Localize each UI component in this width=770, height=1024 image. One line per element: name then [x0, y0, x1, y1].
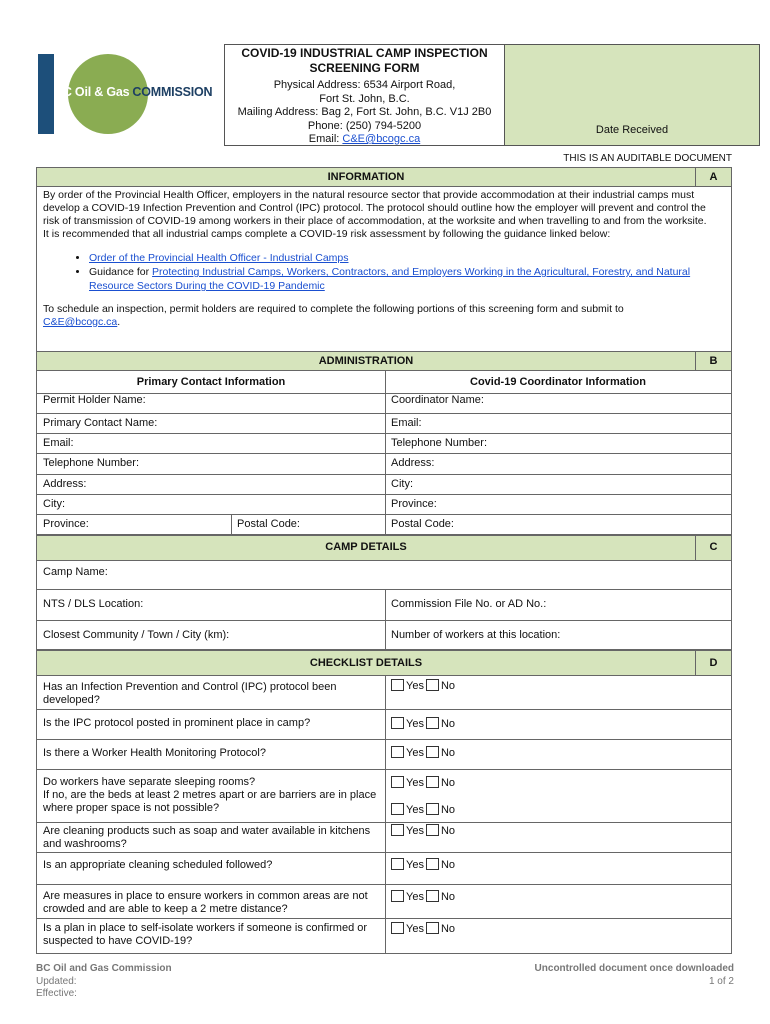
primary-email-field[interactable]: Email:	[43, 437, 74, 449]
section-c-header	[36, 535, 732, 561]
primary-address-field[interactable]: Address:	[43, 478, 87, 490]
coordinator-city-field[interactable]: City:	[391, 478, 413, 490]
camp-details-box	[36, 561, 732, 650]
yes-label: Yes	[406, 718, 424, 730]
information-box	[36, 187, 732, 353]
coordinator-email-field[interactable]: Email:	[391, 417, 422, 429]
yes-checkbox[interactable]	[391, 776, 404, 788]
yes-label: Yes	[406, 747, 424, 759]
administration-box	[36, 371, 732, 535]
form-title-line1: COVID-19 INDUSTRIAL CAMP INSPECTION	[241, 46, 488, 60]
guidance-link[interactable]: Protecting Industrial Camps, Workers, Contractors, and Employers Working in the Agricultural, Forestry, and Natural Resource Sectors During the COVID-19 Pandemic	[89, 266, 691, 292]
yes-label: Yes	[406, 804, 424, 816]
admin-row-5	[37, 474, 731, 494]
form-title-line2: SCREENING FORM	[309, 61, 420, 75]
permit-holder-field[interactable]: Permit Holder Name:	[43, 394, 146, 406]
admin-row-2	[37, 413, 731, 433]
checklist-row-2	[37, 709, 731, 739]
checklist-box	[36, 676, 732, 954]
footer-updated: Updated:	[36, 975, 77, 987]
no-label: No	[440, 777, 456, 789]
coordinator-header: Covid-19 Coordinator Information	[470, 376, 646, 388]
q-bed-spacing-text: If no, are the beds at least 2 metres apart or are barriers are in place where proper space is not possible?	[43, 789, 377, 814]
yes-label: Yes	[406, 923, 424, 935]
admin-column-headers	[37, 371, 731, 393]
section-b-header	[36, 351, 732, 371]
email-label: Email:	[308, 133, 343, 145]
info-paragraph-3-end: .	[117, 316, 121, 328]
primary-contact-header: Primary Contact Information	[136, 376, 286, 388]
footer-org: BC Oil and Gas Commission	[36, 963, 172, 974]
yes-no-group	[391, 890, 455, 903]
admin-row-3	[37, 433, 731, 453]
yes-no-group	[391, 776, 455, 789]
commission-file-field[interactable]: Commission File No. or AD No.:	[391, 598, 547, 610]
closest-community-field[interactable]: Closest Community / Town / City (km):	[43, 629, 230, 641]
form-header	[224, 44, 760, 146]
no-label: No	[440, 718, 456, 730]
no-checkbox[interactable]	[426, 922, 439, 934]
q-self-isolate: Is a plan in place to self-isolate workers if someone is confirmed or suspected to have COVID-19?	[43, 922, 368, 947]
no-checkbox[interactable]	[426, 824, 439, 836]
admin-row-4	[37, 453, 731, 474]
guidance-item-2	[89, 265, 725, 293]
checklist-row-8	[37, 918, 731, 954]
camp-row-1	[37, 561, 731, 589]
info-paragraph-1: By order of the Provincial Health Officer, employers in the natural resource sector that provide accommodation at their industrial camps must develop a COVID-19 Infection Prevention and Control (IPC) protocol. The protocol should outline how the employer will prevent and control the risk of transmission of COVID-19 among workers in their place of accommodation, at the worksite and when travelling to and from the worksite.	[43, 189, 707, 227]
yes-label: Yes	[406, 859, 424, 871]
section-a-title: INFORMATION	[327, 171, 405, 183]
q-cleaning-schedule: Is an appropriate cleaning scheduled followed?	[43, 859, 273, 871]
phone: Phone: (250) 794-5200	[307, 119, 422, 132]
logo-text-part2: COMMISSION	[132, 85, 213, 99]
checklist-row-5	[37, 822, 731, 852]
yes-checkbox[interactable]	[391, 717, 404, 729]
primary-province-field[interactable]: Province:	[43, 518, 89, 530]
q-common-areas: Are measures in place to ensure workers in common areas are not crowded and are able to keep a 2 metre distance?	[43, 890, 368, 915]
yes-no-group	[391, 922, 455, 935]
footer-right	[535, 963, 734, 988]
admin-row-7	[37, 514, 731, 535]
section-c-title: CAMP DETAILS	[325, 541, 407, 553]
logo-bar	[38, 54, 54, 134]
camp-row-2	[37, 589, 731, 620]
auditable-notice: THIS IS AN AUDITABLE DOCUMENT	[563, 153, 732, 164]
email-line	[225, 133, 504, 147]
admin-divider	[385, 371, 386, 393]
section-d-letter: D	[695, 651, 731, 675]
q-ipc-developed: Has an Infection Prevention and Control (IPC) protocol been developed?	[43, 681, 337, 706]
yes-no-group	[391, 858, 455, 871]
mailing-address: Mailing Address: Bag 2, Fort St. John, B.C. V1J 2B0	[237, 106, 492, 118]
date-received-label: Date Received	[595, 124, 669, 136]
yes-checkbox[interactable]	[391, 803, 404, 815]
q-ipc-posted: Is the IPC protocol posted in prominent place in camp?	[43, 717, 311, 729]
no-label: No	[440, 891, 456, 903]
no-checkbox[interactable]	[426, 803, 439, 815]
yes-checkbox[interactable]	[391, 890, 404, 902]
footer-uncontrolled: Uncontrolled document once downloaded	[534, 963, 734, 974]
no-label: No	[440, 680, 456, 692]
info-paragraph-2: It is recommended that all industrial camps complete a COVID-19 risk assessment by following the guidance linked below:	[43, 228, 611, 240]
checklist-row-7	[37, 884, 731, 918]
yes-label: Yes	[406, 777, 424, 789]
admin-row-1	[37, 393, 731, 413]
primary-phone-field[interactable]: Telephone Number:	[43, 457, 140, 469]
yes-label: Yes	[406, 680, 424, 692]
date-received-box[interactable]	[505, 45, 759, 145]
information-body	[37, 187, 731, 329]
section-b-title: ADMINISTRATION	[318, 355, 414, 367]
yes-no-group	[391, 824, 455, 837]
camp-name-field[interactable]: Camp Name:	[43, 566, 108, 578]
no-checkbox[interactable]	[426, 776, 439, 788]
yes-checkbox[interactable]	[391, 922, 404, 934]
primary-postal-field[interactable]: Postal Code:	[237, 518, 300, 530]
coordinator-address-field[interactable]: Address:	[391, 457, 435, 469]
yes-checkbox[interactable]	[391, 858, 404, 870]
coordinator-postal-field[interactable]: Postal Code:	[391, 518, 454, 530]
order-pho-link[interactable]: Order of the Provincial Health Officer - Industrial Camps	[89, 252, 349, 264]
nts-location-field[interactable]: NTS / DLS Location:	[43, 598, 144, 610]
info-email-link[interactable]: C&E@bcogc.ca	[43, 316, 118, 328]
physical-address-city: Fort St. John, B.C.	[319, 92, 410, 105]
coordinator-phone-field[interactable]: Telephone Number:	[391, 437, 488, 449]
number-of-workers-field[interactable]: Number of workers at this location:	[391, 629, 561, 641]
primary-contact-field[interactable]: Primary Contact Name:	[43, 417, 158, 429]
yes-no-group	[391, 717, 455, 730]
q-sleeping-rooms-text: Do workers have separate sleeping rooms?	[43, 776, 256, 788]
section-a-letter: A	[695, 168, 731, 186]
footer-left	[36, 963, 172, 1001]
yes-label: Yes	[406, 891, 424, 903]
section-c-letter: C	[695, 536, 731, 560]
physical-address: Physical Address: 6534 Airport Road,	[273, 79, 456, 91]
admin-row-6	[37, 494, 731, 514]
page-number: 1 of 2	[708, 975, 734, 987]
no-label: No	[440, 923, 456, 935]
yes-no-group	[391, 746, 455, 759]
bcogc-logo	[38, 54, 214, 136]
guidance-list	[89, 251, 725, 293]
checklist-row-4	[37, 769, 731, 822]
guidance-prefix: Guidance for	[89, 266, 153, 278]
q-cleaning-products: Are cleaning products such as soap and water available in kitchens and washrooms?	[43, 825, 371, 850]
no-label: No	[440, 825, 456, 837]
logo-text	[54, 85, 212, 99]
yes-label: Yes	[406, 825, 424, 837]
section-a-header	[36, 167, 732, 187]
guidance-item-1	[89, 251, 725, 265]
no-checkbox[interactable]	[426, 717, 439, 729]
no-checkbox[interactable]	[426, 858, 439, 870]
no-checkbox[interactable]	[426, 890, 439, 902]
coordinator-province-field[interactable]: Province:	[391, 498, 437, 510]
yes-no-group	[391, 803, 455, 816]
section-b-letter: B	[695, 352, 731, 370]
yes-checkbox[interactable]	[391, 746, 404, 758]
no-checkbox[interactable]	[426, 746, 439, 758]
no-label: No	[440, 747, 456, 759]
no-checkbox[interactable]	[426, 679, 439, 691]
email-link[interactable]: C&E@bcogc.ca	[342, 133, 421, 145]
section-d-header	[36, 650, 732, 676]
no-label: No	[440, 804, 456, 816]
footer-effective: Effective:	[36, 988, 77, 999]
section-d-title: CHECKLIST DETAILS	[309, 657, 423, 669]
camp-row-3	[37, 620, 731, 650]
yes-checkbox[interactable]	[391, 679, 404, 691]
logo-text-part1: BC Oil & Gas	[54, 85, 130, 99]
yes-no-group	[391, 679, 455, 692]
header-contact-block	[225, 45, 505, 145]
checklist-row-1	[37, 676, 731, 709]
coordinator-name-field[interactable]: Coordinator Name:	[391, 394, 484, 406]
q-health-monitoring: Is there a Worker Health Monitoring Protocol?	[43, 747, 266, 759]
q-sleeping-rooms	[37, 770, 385, 822]
yes-checkbox[interactable]	[391, 824, 404, 836]
primary-city-field[interactable]: City:	[43, 498, 65, 510]
checklist-row-3	[37, 739, 731, 769]
info-paragraph-3	[43, 303, 725, 329]
checklist-row-6	[37, 852, 731, 884]
no-label: No	[440, 859, 456, 871]
info-paragraph-3-text: To schedule an inspection, permit holders are required to complete the following portions of this screening form and submit to	[43, 303, 624, 315]
